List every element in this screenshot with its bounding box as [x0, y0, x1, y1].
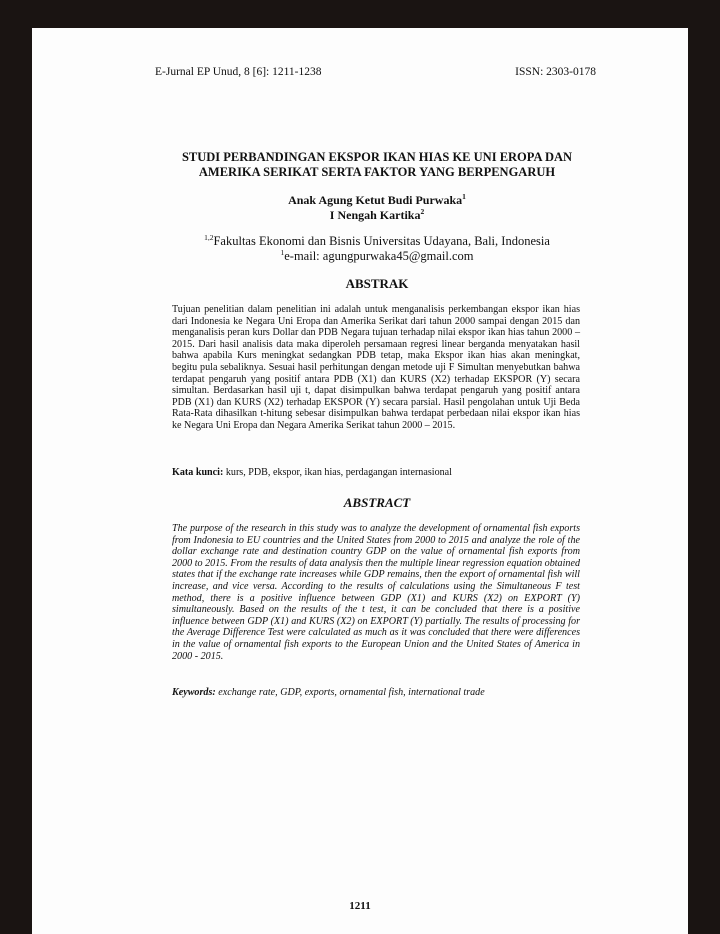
title-line-1: STUDI PERBANDINGAN EKSPOR IKAN HIAS KE UNI EROPA DAN — [181, 150, 573, 164]
affiliation-sup: 1,2 — [204, 232, 214, 242]
affiliation-text: Fakultas Ekonomi dan Bisnis Universitas Udayana, Bali, Indonesia — [213, 234, 550, 248]
abstrak-heading: ABSTRAK — [345, 276, 409, 291]
page-number: 1211 — [349, 900, 371, 912]
abstract-heading: ABSTRACT — [343, 495, 411, 510]
keywords-label: Keywords: — [172, 687, 216, 698]
author-1 — [132, 193, 622, 208]
abstract-body: The purpose of the research in this study was to analyze the development of ornamental fish exports from Indonesia to EU countries and the United States from 2000 to 2015 and analyze the role of the dollar exchange rate and destination country GDP on the value of ornamental fish exports from 2000 to 2015. From the results of data analysis then the multiple linear regression equation obtained states that if the exchange rate increases while GDP remains, then the export of ornamental fish will increase, and vice versa. According to the results of calculations using the Simultaneous F test method, there is a positive influence between GDP (X1) and KURS (X2) on EXPORT (Y) simultaneously. Based on the results of the t test, it can be concluded that there is a positive influence between GDP (X1) and KURS (X2) on EXPORT (Y) partially. The results of processing for the Average Difference Test were calculated as much as it was concluded that there were differences in the value of ornamental fish exports to the European Union and the United States of America in 2000 - 2015. — [172, 523, 580, 662]
author-1-name: Anak Agung Ketut Budi Purwaka — [288, 193, 463, 207]
keywords-text: exchange rate, GDP, exports, ornamental fish, international trade — [215, 687, 485, 698]
affiliation-line — [132, 234, 622, 249]
paper-title — [132, 150, 622, 180]
email-text: e-mail: agungpurwaka45@gmail.com — [284, 249, 474, 263]
kata-kunci-label: Kata kunci: — [172, 467, 224, 478]
email-line — [132, 249, 622, 264]
author-2-sup: 2 — [420, 207, 425, 216]
kata-kunci — [172, 467, 580, 479]
top-border — [0, 0, 720, 28]
kata-kunci-text: kurs, PDB, ekspor, ikan hias, perdagangan internasional — [223, 467, 452, 478]
journal-header: E-Jurnal EP Unud, 8 [6]: 1211-1238 — [155, 66, 322, 78]
author-list — [132, 193, 622, 223]
paper-page — [32, 28, 688, 934]
issn-header: ISSN: 2303-0178 — [515, 66, 596, 78]
title-line-2: AMERIKA SERIKAT SERTA FAKTOR YANG BERPENGARUH — [198, 165, 556, 179]
affiliation — [132, 234, 622, 264]
keywords — [172, 687, 580, 699]
author-2-name: I Nengah Kartika — [329, 208, 421, 222]
author-2 — [132, 208, 622, 223]
abstrak-body: Tujuan penelitian dalam penelitian ini adalah untuk menganalisis perkembangan ekspor ikan hias dari Indonesia ke Negara Uni Eropa dan Amerika Serikat dari tahun 2000 sampai dengan 2015 dan menganalisis peran kurs Dollar dan PDB Negara tujuan terhadap nilai ekspor ikan hias tahun 2000 – 2015. Dari hasil analisis data maka diperoleh persamaan regresi linear berganda menyatakan hasil bahwa apabila Kurs meningkat sedangkan PDB tetap, maka Ekspor ikan hias akan meningkat, begitu pula sebaliknya. Sesuai hasil perhitungan dengan metode uji F Simultan menyebutkan bahwa terdapat pengaruh yang positif antara PDB (X1) dan KURS (X2) terhadap EKSPOR (Y) secara simultan. Berdasarkan hasil uji t, dapat disimpulkan bahwa terdapat pengaruh yang positif antara PDB (X1) dan KURS (X2) terhadap EKSPOR (Y) secara parsial. Hasil pengolahan untuk Uji Beda Rata-Rata dihasilkan t-hitung sebesar disimpulkan bahwa terdapat perbedaan nilai ekspor ikan hias ke Negara Uni Eropa dan Negara Amerika Serikat tahun 2000 – 2015. — [172, 304, 580, 431]
email-sup: 1 — [280, 247, 285, 257]
author-1-sup: 1 — [462, 192, 466, 201]
